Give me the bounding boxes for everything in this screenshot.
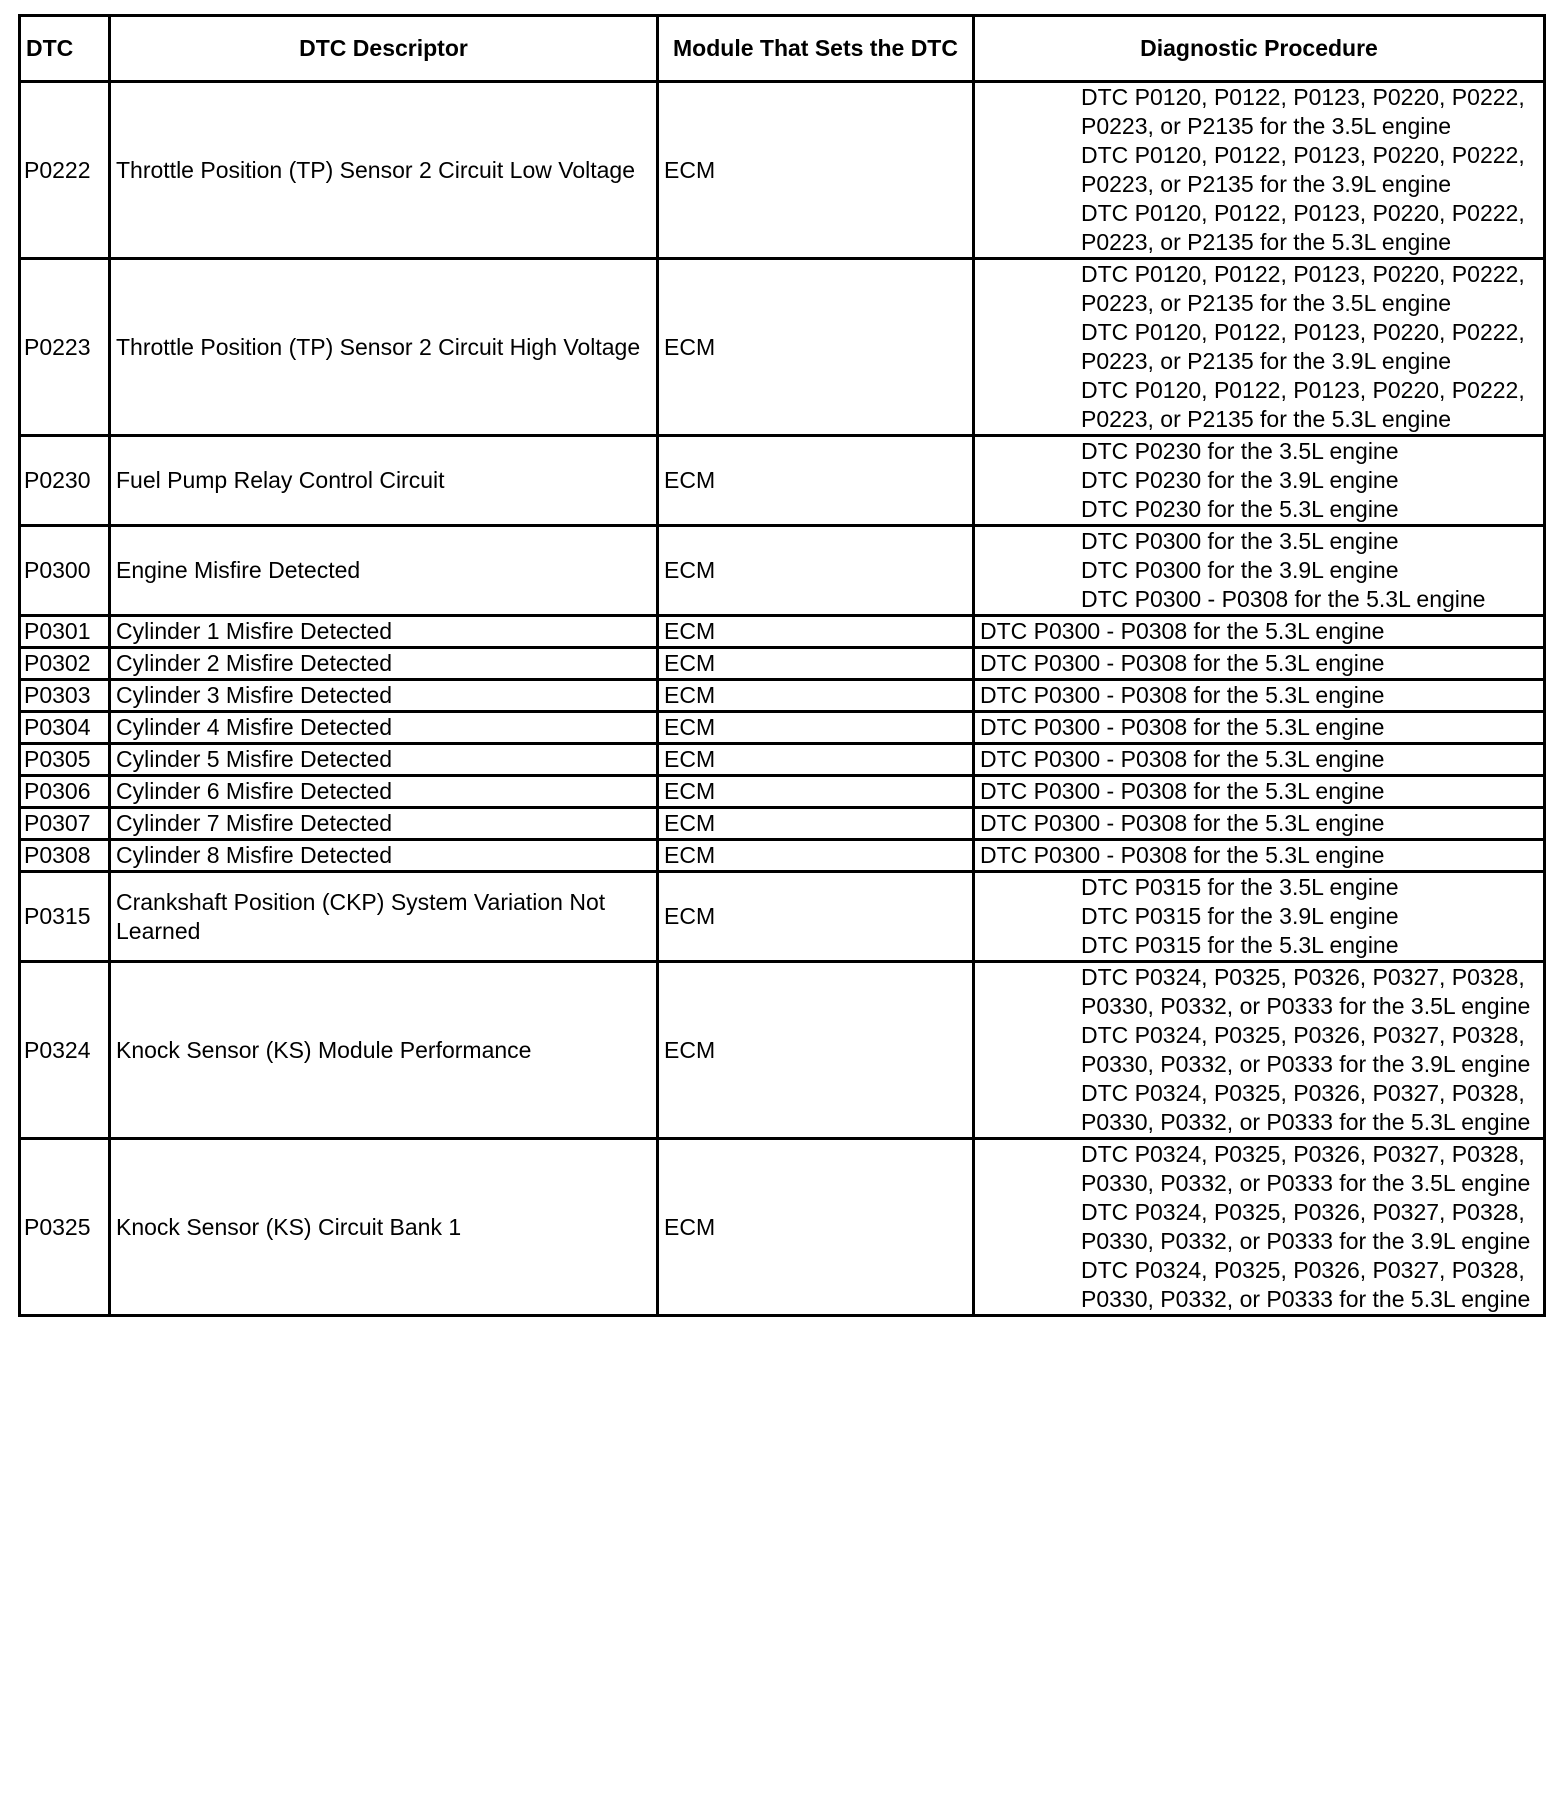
procedure-link[interactable]: DTC P0324, P0325, P0326, P0327, P0328, P0330, P0332, or P0333 for the 3.9L engine [1081, 1022, 1531, 1077]
header-descriptor: DTC Descriptor [110, 16, 658, 82]
table-row [20, 872, 1545, 962]
procedure-link[interactable]: DTC P0230 for the 3.9L engine [1081, 467, 1399, 493]
table-row [20, 259, 1545, 436]
table-row [20, 436, 1545, 526]
diagnostic-procedure-cell [974, 776, 1545, 808]
dtc-descriptor-cell: Cylinder 2 Misfire Detected [110, 648, 658, 680]
module-cell: ECM [658, 526, 974, 616]
procedure-link[interactable]: DTC P0120, P0122, P0123, P0220, P0222, P0223, or P2135 for the 3.9L engine [1081, 142, 1525, 197]
procedure-link[interactable]: DTC P0315 for the 5.3L engine [1081, 932, 1399, 958]
module-cell: ECM [658, 616, 974, 648]
procedure-link[interactable]: DTC P0230 for the 5.3L engine [1081, 496, 1399, 522]
table-row [20, 680, 1545, 712]
dtc-code-cell: P0306 [20, 776, 110, 808]
dtc-code-cell: P0302 [20, 648, 110, 680]
procedure-link[interactable]: DTC P0315 for the 3.9L engine [1081, 903, 1399, 929]
dtc-code-cell: P0325 [20, 1139, 110, 1316]
table-body [20, 82, 1545, 1316]
diagnostic-procedure-cell [974, 82, 1545, 259]
header-dtc: DTC [20, 16, 110, 82]
diagnostic-procedure-cell [974, 680, 1545, 712]
table-row [20, 776, 1545, 808]
dtc-descriptor-cell: Cylinder 7 Misfire Detected [110, 808, 658, 840]
module-cell: ECM [658, 648, 974, 680]
dtc-code-cell: P0223 [20, 259, 110, 436]
dtc-descriptor-cell: Knock Sensor (KS) Module Performance [110, 962, 658, 1139]
module-cell: ECM [658, 872, 974, 962]
dtc-code-cell: P0230 [20, 436, 110, 526]
header-procedure: Diagnostic Procedure [974, 16, 1545, 82]
dtc-descriptor-cell: Cylinder 5 Misfire Detected [110, 744, 658, 776]
dtc-descriptor-cell: Throttle Position (TP) Sensor 2 Circuit Low Voltage [110, 82, 658, 259]
dtc-code-cell: P0324 [20, 962, 110, 1139]
module-cell: ECM [658, 680, 974, 712]
procedure-link[interactable]: DTC P0324, P0325, P0326, P0327, P0328, P0330, P0332, or P0333 for the 5.3L engine [1081, 1080, 1531, 1135]
procedure-link[interactable]: DTC P0300 for the 3.9L engine [1081, 557, 1399, 583]
module-cell: ECM [658, 840, 974, 872]
diagnostic-procedure-cell [974, 808, 1545, 840]
diagnostic-procedure-cell [974, 648, 1545, 680]
dtc-code-cell: P0300 [20, 526, 110, 616]
dtc-descriptor-cell: Crankshaft Position (CKP) System Variation Not Learned [110, 872, 658, 962]
dtc-code-cell: P0303 [20, 680, 110, 712]
module-cell: ECM [658, 744, 974, 776]
module-cell: ECM [658, 808, 974, 840]
dtc-code-cell: P0308 [20, 840, 110, 872]
procedure-link[interactable]: DTC P0324, P0325, P0326, P0327, P0328, P0330, P0332, or P0333 for the 3.5L engine [1081, 964, 1531, 1019]
procedure-link[interactable]: DTC P0120, P0122, P0123, P0220, P0222, P0223, or P2135 for the 3.5L engine [1081, 84, 1525, 139]
procedure-link[interactable]: DTC P0230 for the 3.5L engine [1081, 438, 1399, 464]
dtc-code-cell: P0301 [20, 616, 110, 648]
dtc-table [18, 14, 1546, 1317]
table-header-row [20, 16, 1545, 82]
procedure-link[interactable]: DTC P0120, P0122, P0123, P0220, P0222, P0223, or P2135 for the 3.5L engine [1081, 261, 1525, 316]
procedure-link[interactable]: DTC P0120, P0122, P0123, P0220, P0222, P0223, or P2135 for the 5.3L engine [1081, 377, 1525, 432]
procedure-link[interactable]: DTC P0300 - P0308 for the 5.3L engine [980, 618, 1385, 644]
table-row [20, 82, 1545, 259]
dtc-descriptor-cell: Fuel Pump Relay Control Circuit [110, 436, 658, 526]
dtc-descriptor-cell: Cylinder 6 Misfire Detected [110, 776, 658, 808]
table-row [20, 1139, 1545, 1316]
diagnostic-procedure-cell [974, 840, 1545, 872]
dtc-code-cell: P0315 [20, 872, 110, 962]
dtc-code-cell: P0305 [20, 744, 110, 776]
module-cell: ECM [658, 259, 974, 436]
diagnostic-procedure-cell [974, 1139, 1545, 1316]
procedure-link[interactable]: DTC P0300 - P0308 for the 5.3L engine [980, 682, 1385, 708]
dtc-code-cell: P0307 [20, 808, 110, 840]
table-row [20, 808, 1545, 840]
table-row [20, 526, 1545, 616]
procedure-link[interactable]: DTC P0315 for the 3.5L engine [1081, 874, 1399, 900]
procedure-link[interactable]: DTC P0120, P0122, P0123, P0220, P0222, P0223, or P2135 for the 5.3L engine [1081, 200, 1525, 255]
module-cell: ECM [658, 436, 974, 526]
procedure-link[interactable]: DTC P0300 - P0308 for the 5.3L engine [1081, 586, 1486, 612]
table-row [20, 712, 1545, 744]
procedure-link[interactable]: DTC P0120, P0122, P0123, P0220, P0222, P0223, or P2135 for the 3.9L engine [1081, 319, 1525, 374]
table-row [20, 840, 1545, 872]
procedure-link[interactable]: DTC P0300 - P0308 for the 5.3L engine [980, 650, 1385, 676]
dtc-descriptor-cell: Throttle Position (TP) Sensor 2 Circuit High Voltage [110, 259, 658, 436]
dtc-code-cell: P0304 [20, 712, 110, 744]
procedure-link[interactable]: DTC P0300 - P0308 for the 5.3L engine [980, 842, 1385, 868]
dtc-descriptor-cell: Cylinder 3 Misfire Detected [110, 680, 658, 712]
diagnostic-procedure-cell [974, 712, 1545, 744]
procedure-link[interactable]: DTC P0324, P0325, P0326, P0327, P0328, P0330, P0332, or P0333 for the 3.5L engine [1081, 1141, 1531, 1196]
table-row [20, 744, 1545, 776]
procedure-link[interactable]: DTC P0300 - P0308 for the 5.3L engine [980, 714, 1385, 740]
module-cell: ECM [658, 776, 974, 808]
dtc-descriptor-cell: Cylinder 8 Misfire Detected [110, 840, 658, 872]
diagnostic-procedure-cell [974, 436, 1545, 526]
diagnostic-procedure-cell [974, 962, 1545, 1139]
procedure-link[interactable]: DTC P0324, P0325, P0326, P0327, P0328, P0330, P0332, or P0333 for the 5.3L engine [1081, 1257, 1531, 1312]
diagnostic-procedure-cell [974, 259, 1545, 436]
module-cell: ECM [658, 962, 974, 1139]
diagnostic-procedure-cell [974, 616, 1545, 648]
diagnostic-procedure-cell [974, 744, 1545, 776]
diagnostic-procedure-cell [974, 872, 1545, 962]
dtc-descriptor-cell: Knock Sensor (KS) Circuit Bank 1 [110, 1139, 658, 1316]
procedure-link[interactable]: DTC P0300 - P0308 for the 5.3L engine [980, 778, 1385, 804]
header-module: Module That Sets the DTC [658, 16, 974, 82]
procedure-link[interactable]: DTC P0324, P0325, P0326, P0327, P0328, P0330, P0332, or P0333 for the 3.9L engine [1081, 1199, 1531, 1254]
dtc-descriptor-cell: Engine Misfire Detected [110, 526, 658, 616]
module-cell: ECM [658, 82, 974, 259]
module-cell: ECM [658, 1139, 974, 1316]
table-row [20, 648, 1545, 680]
table-row [20, 962, 1545, 1139]
procedure-link[interactable]: DTC P0300 for the 3.5L engine [1081, 528, 1399, 554]
diagnostic-procedure-cell [974, 526, 1545, 616]
dtc-descriptor-cell: Cylinder 4 Misfire Detected [110, 712, 658, 744]
procedure-link[interactable]: DTC P0300 - P0308 for the 5.3L engine [980, 746, 1385, 772]
dtc-code-cell: P0222 [20, 82, 110, 259]
module-cell: ECM [658, 712, 974, 744]
procedure-link[interactable]: DTC P0300 - P0308 for the 5.3L engine [980, 810, 1385, 836]
table-row [20, 616, 1545, 648]
dtc-descriptor-cell: Cylinder 1 Misfire Detected [110, 616, 658, 648]
